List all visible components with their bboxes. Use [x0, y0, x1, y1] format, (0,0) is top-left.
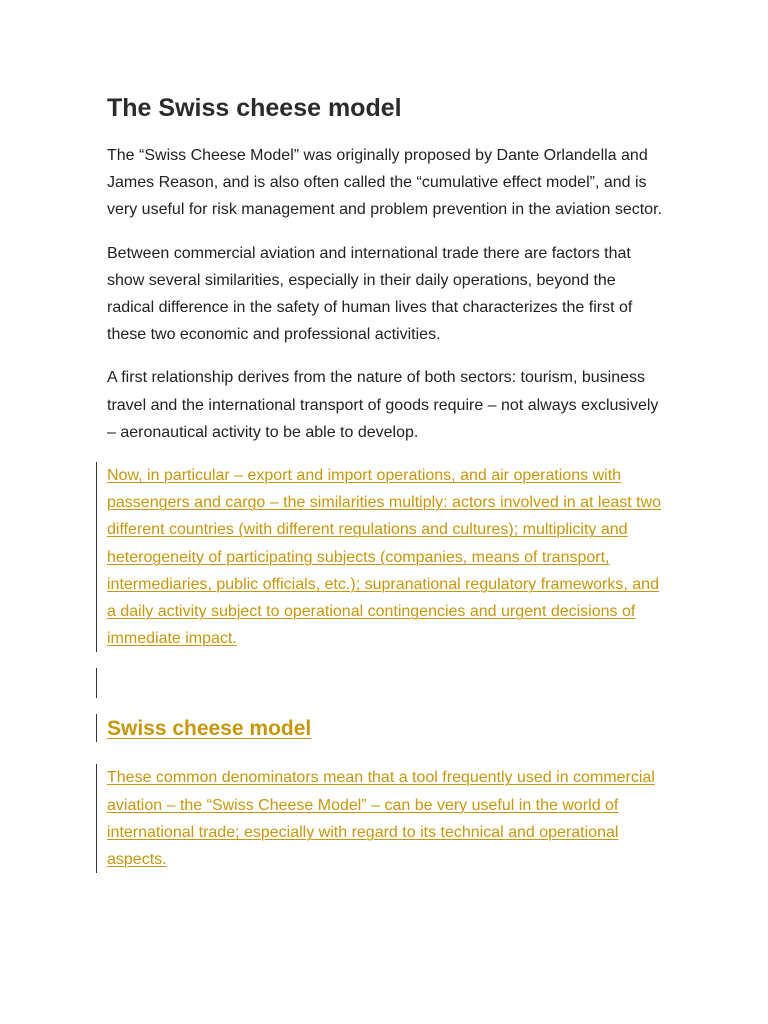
empty-quote-marker	[107, 666, 663, 698]
paragraph-similarities: Between commercial aviation and international trade there are factors that show several similarities, especially in their daily operations, beyond the radical difference in the safety of human lives that characterizes the first of these two economic and professional activities.	[107, 244, 633, 344]
document-page	[107, 92, 663, 887]
page-title: The Swiss cheese model	[107, 94, 402, 122]
linked-quote-block	[107, 462, 663, 652]
subheading-block	[107, 714, 663, 746]
quote-link-denominators[interactable]: These common denominators mean that a tool frequently used in commercial aviation – the “Swiss Cheese Model” – can be very useful in the world of international trade; especially with regard to its technical and operational aspects.	[107, 769, 655, 869]
quote-link-operations[interactable]: Now, in particular – export and import operations, and air operations with passengers and cargo – the similarities multiply: actors involved in at least two different countries (with different regulations and cultures); multiplicity and heterogeneity of participating subjects (companies, means of transport, intermediaries, public officials, etc.); supranational regulatory frameworks, and a daily activity subject to operational contingencies and urgent decisions of immediate impact.	[107, 467, 662, 648]
linked-quote-block-2	[107, 764, 663, 873]
subheading-link[interactable]: Swiss cheese model	[107, 717, 312, 741]
paragraph-intro: The “Swiss Cheese Model” was originally proposed by Dante Orlandella and James Reason, and is also often called the “cumulative effect model”, and is very useful for risk management and problem prevention in the aviation sector.	[107, 147, 662, 219]
paragraph-relationship: A first relationship derives from the nature of both sectors: tourism, business travel and the international transport of goods require – not always exclusively – aeronautical activity to be able to develop.	[107, 369, 659, 441]
